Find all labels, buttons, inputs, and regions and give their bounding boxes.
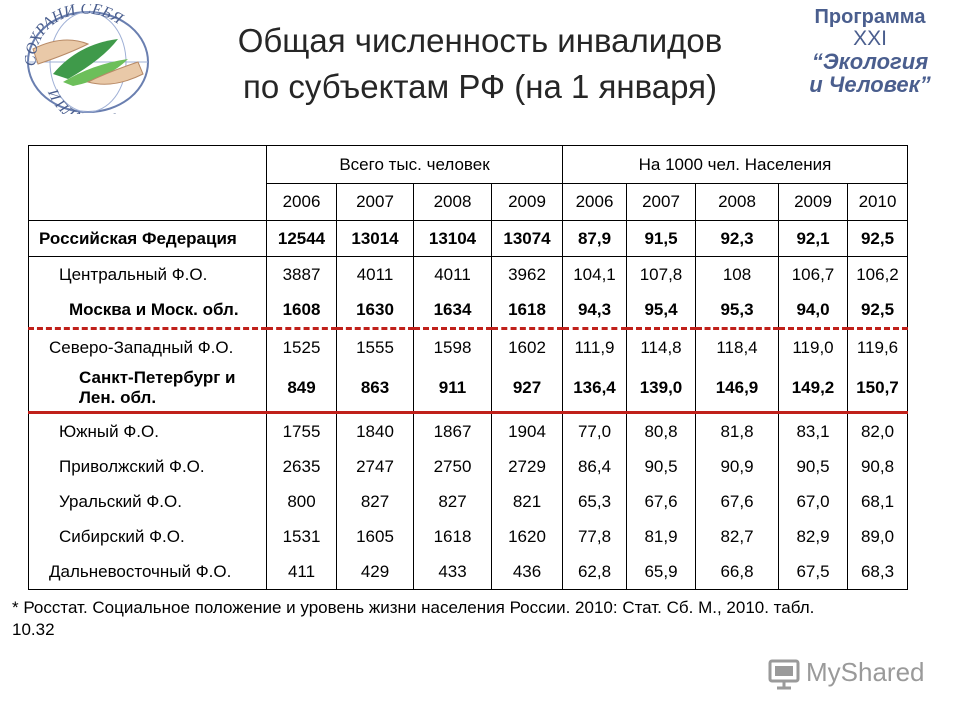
cell-value: 1525 [267, 329, 337, 366]
cell-value: 77,8 [563, 519, 627, 554]
cell-value: 1555 [337, 329, 414, 366]
cell-value: 1605 [337, 519, 414, 554]
table-row-saint-petersburg [29, 365, 908, 413]
cell-value: 83,1 [779, 413, 848, 450]
cell-value: 146,9 [696, 365, 779, 413]
row-name-line2: Лен. обл. [79, 388, 157, 407]
cell-value: 3962 [492, 257, 563, 293]
header-year-rate: 2007 [627, 184, 696, 221]
header-year-total: 2008 [414, 184, 492, 221]
cell-value: 95,4 [627, 292, 696, 329]
header-year-rate: 2010 [848, 184, 908, 221]
header-year-total: 2006 [267, 184, 337, 221]
header-year-total: 2007 [337, 184, 414, 221]
cell-value: 65,9 [627, 554, 696, 590]
cell-value: 95,3 [696, 292, 779, 329]
cell-value: 1840 [337, 413, 414, 450]
cell-value: 150,7 [848, 365, 908, 413]
cell-value: 67,5 [779, 554, 848, 590]
cell-value: 67,0 [779, 484, 848, 519]
cell-value: 104,1 [563, 257, 627, 293]
cell-value: 2750 [414, 449, 492, 484]
cell-value: 87,9 [563, 221, 627, 257]
cell-value: 436 [492, 554, 563, 590]
cell-value: 12544 [267, 221, 337, 257]
cell-value: 1618 [492, 292, 563, 329]
table-row-northwest [29, 329, 908, 366]
cell-value: 77,0 [563, 413, 627, 450]
cell-value: 4011 [337, 257, 414, 293]
table-row-moscow [29, 292, 908, 329]
cell-value: 65,3 [563, 484, 627, 519]
header-corner [29, 146, 267, 221]
cell-value: 849 [267, 365, 337, 413]
cell-value: 92,1 [779, 221, 848, 257]
logo-text-top: СОХРАНИ СЕБЯ [22, 4, 126, 67]
row-name: Центральный Ф.О. [29, 257, 267, 293]
cell-value: 433 [414, 554, 492, 590]
globe-hands-logo-icon [8, 4, 168, 114]
cell-value: 92,3 [696, 221, 779, 257]
row-name: Сибирский Ф.О. [29, 519, 267, 554]
row-name [29, 365, 267, 413]
table-row-siberia [29, 519, 908, 554]
cell-value: 92,5 [848, 292, 908, 329]
footnote-line1: * Росстат. Социальное положение и уровень жизни населения России. 2010: Стат. Сб. М., 2010. табл. [12, 598, 815, 617]
logo-text-bottom: И ПЛ [44, 86, 78, 114]
cell-value: 1602 [492, 329, 563, 366]
cell-value: 90,9 [696, 449, 779, 484]
cell-value: 67,6 [696, 484, 779, 519]
cell-value: 92,5 [848, 221, 908, 257]
cell-value: 111,9 [563, 329, 627, 366]
cell-value: 429 [337, 554, 414, 590]
cell-value: 114,8 [627, 329, 696, 366]
table-row-volga [29, 449, 908, 484]
cell-value: 108 [696, 257, 779, 293]
program-name-line1: “Экология [811, 49, 929, 74]
cell-value: 911 [414, 365, 492, 413]
cell-value: 2747 [337, 449, 414, 484]
cell-value: 62,8 [563, 554, 627, 590]
cell-value: 13104 [414, 221, 492, 257]
cell-value: 107,8 [627, 257, 696, 293]
cell-value: 1531 [267, 519, 337, 554]
row-name: Уральский Ф.О. [29, 484, 267, 519]
logo-right [780, 6, 960, 106]
source-footnote [12, 597, 912, 641]
cell-value: 1598 [414, 329, 492, 366]
cell-value: 118,4 [696, 329, 779, 366]
cell-value: 68,3 [848, 554, 908, 590]
cell-value: 3887 [267, 257, 337, 293]
cell-value: 827 [414, 484, 492, 519]
table-row-far-east [29, 554, 908, 590]
table-row-central [29, 257, 908, 293]
cell-value: 13074 [492, 221, 563, 257]
cell-value: 149,2 [779, 365, 848, 413]
cell-value: 863 [337, 365, 414, 413]
cell-value: 82,0 [848, 413, 908, 450]
slide-title-line1: Общая численность инвалидов [237, 22, 723, 59]
cell-value: 68,1 [848, 484, 908, 519]
table-row-south [29, 413, 908, 450]
watermark-text: MyShared [806, 657, 925, 687]
cell-value: 1618 [414, 519, 492, 554]
header-group-rate: На 1000 чел. Населения [563, 146, 908, 184]
cell-value: 411 [267, 554, 337, 590]
row-name-line1: Санкт-Петербург и [79, 368, 236, 387]
header-year-total: 2009 [492, 184, 563, 221]
disability-table-wrapper [28, 145, 908, 590]
slide-title [180, 18, 780, 110]
table-row-russian-federation [29, 221, 908, 257]
row-name: Северо-Западный Ф.О. [29, 329, 267, 366]
row-name: Российская Федерация [29, 221, 267, 257]
cell-value: 1904 [492, 413, 563, 450]
cell-value: 2635 [267, 449, 337, 484]
cell-value: 94,3 [563, 292, 627, 329]
cell-value: 827 [337, 484, 414, 519]
cell-value: 1630 [337, 292, 414, 329]
cell-value: 81,9 [627, 519, 696, 554]
program-label: Программа [814, 6, 926, 28]
cell-value: 1755 [267, 413, 337, 450]
row-name: Южный Ф.О. [29, 413, 267, 450]
cell-value: 119,6 [848, 329, 908, 366]
cell-value: 89,0 [848, 519, 908, 554]
cell-value: 1620 [492, 519, 563, 554]
cell-value: 66,8 [696, 554, 779, 590]
cell-value: 4011 [414, 257, 492, 293]
cell-value: 82,9 [779, 519, 848, 554]
cell-value: 106,7 [779, 257, 848, 293]
cell-value: 81,8 [696, 413, 779, 450]
cell-value: 86,4 [563, 449, 627, 484]
row-name: Москва и Моск. обл. [29, 292, 267, 329]
cell-value: 821 [492, 484, 563, 519]
myshared-watermark [766, 655, 936, 695]
disability-table [28, 145, 908, 590]
header-year-rate: 2006 [563, 184, 627, 221]
cell-value: 90,5 [779, 449, 848, 484]
cell-value: 136,4 [563, 365, 627, 413]
row-name: Дальневосточный Ф.О. [29, 554, 267, 590]
cell-value: 1634 [414, 292, 492, 329]
cell-value: 94,0 [779, 292, 848, 329]
cell-value: 13014 [337, 221, 414, 257]
cell-value: 90,8 [848, 449, 908, 484]
header-row-groups [29, 146, 908, 184]
header-year-rate: 2008 [696, 184, 779, 221]
table-row-ural [29, 484, 908, 519]
cell-value: 91,5 [627, 221, 696, 257]
logo-left [8, 4, 168, 114]
slide-title-line2: по субъектам РФ (на 1 января) [243, 68, 717, 105]
cell-value: 800 [267, 484, 337, 519]
footnote-line2: 10.32 [12, 620, 55, 639]
cell-value: 927 [492, 365, 563, 413]
cell-value: 106,2 [848, 257, 908, 293]
cell-value: 1608 [267, 292, 337, 329]
cell-value: 67,6 [627, 484, 696, 519]
cell-value: 119,0 [779, 329, 848, 366]
row-name: Приволжский Ф.О. [29, 449, 267, 484]
cell-value: 82,7 [696, 519, 779, 554]
cell-value: 90,5 [627, 449, 696, 484]
header-year-rate: 2009 [779, 184, 848, 221]
program-century: XXI [853, 27, 887, 50]
cell-value: 139,0 [627, 365, 696, 413]
cell-value: 80,8 [627, 413, 696, 450]
header-group-total: Всего тыс. человек [267, 146, 563, 184]
cell-value: 2729 [492, 449, 563, 484]
cell-value: 1867 [414, 413, 492, 450]
presentation-board-icon [766, 655, 802, 691]
program-name-line2: и Человек” [809, 72, 931, 97]
